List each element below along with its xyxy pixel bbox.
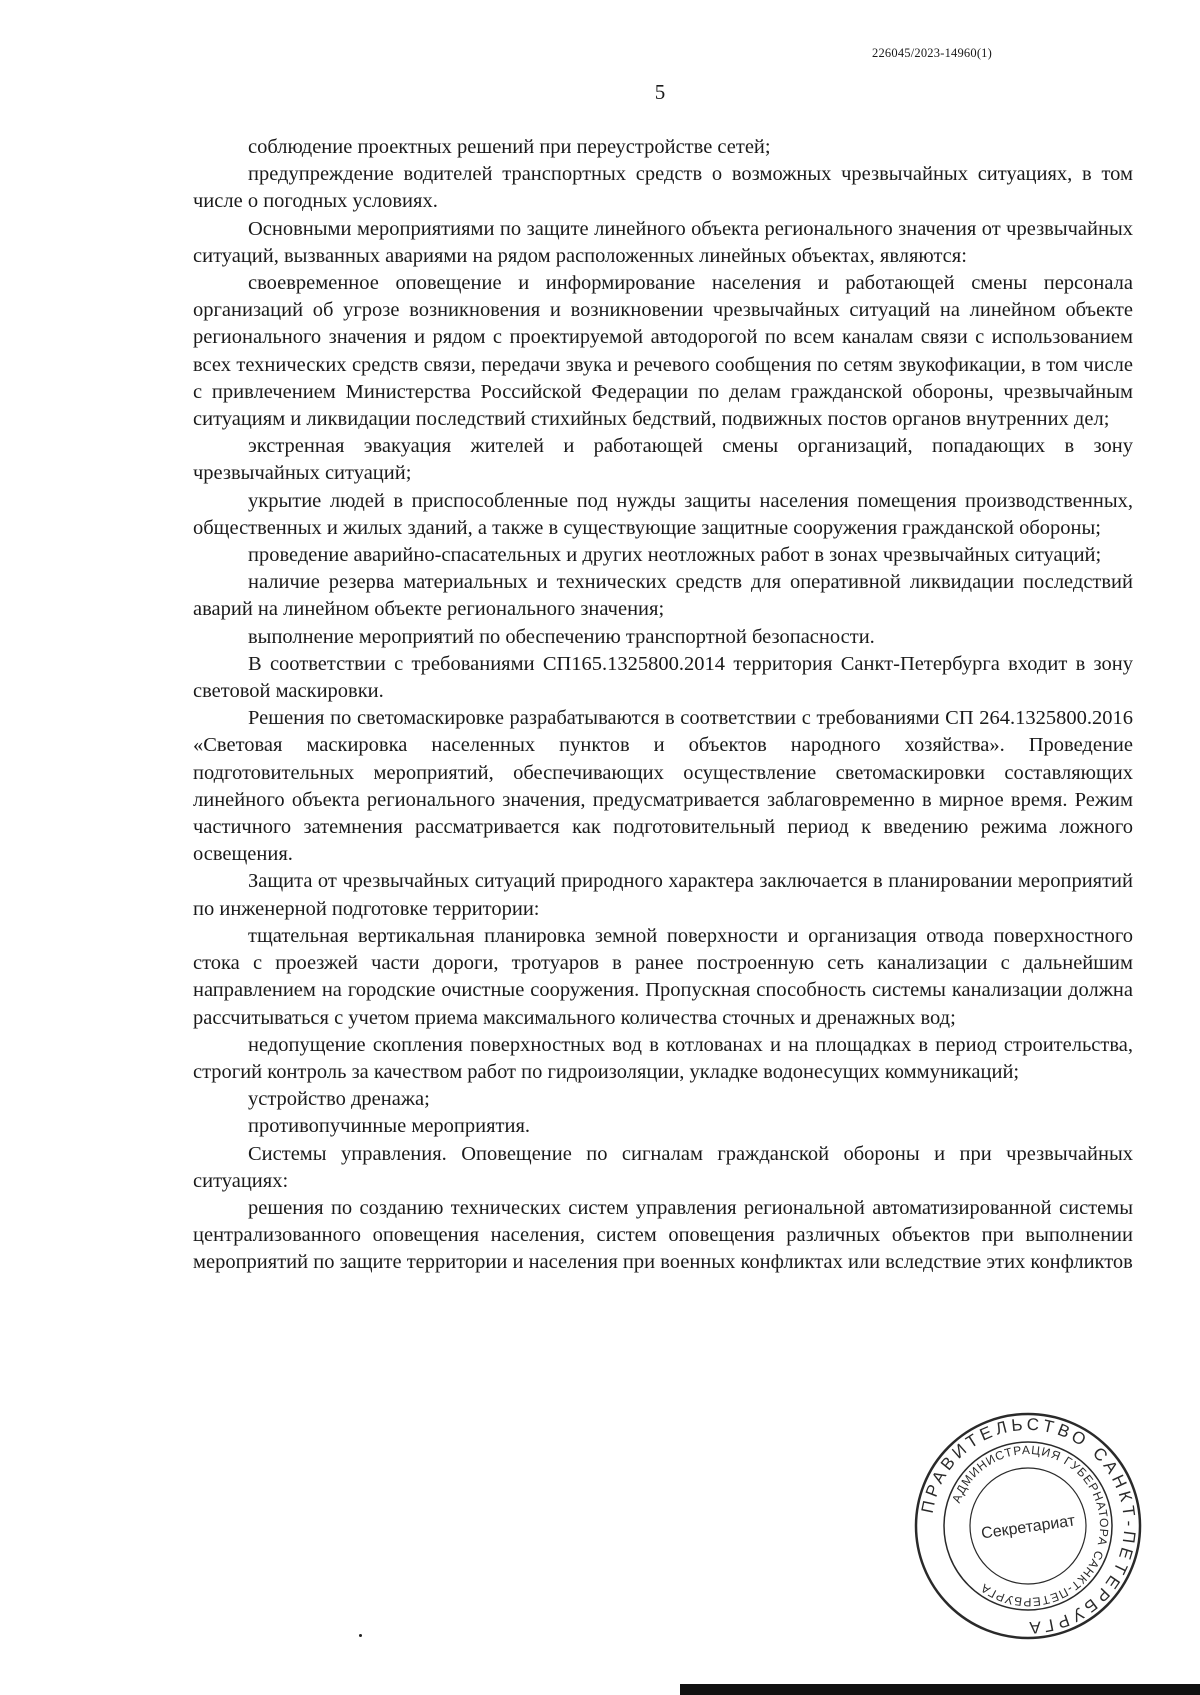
- paragraph: Основными мероприятиями по защите линейного объекта регионального значения от чрезвычайных ситуаций, вызванных авариями на рядом расположенных линейных объектах, являются:: [193, 217, 1133, 267]
- page-number: 5: [654, 80, 666, 104]
- paragraph: наличие резерва материальных и технических средств для оперативной ликвидации последствий аварий на линейном объекте регионального значения;: [193, 571, 1133, 621]
- document-id: 226045/2023-14960(1): [872, 46, 992, 60]
- paragraph: Защита от чрезвычайных ситуаций природного характера заключается в планировании мероприятий по инженерной подготовке территории:: [193, 870, 1133, 920]
- paragraph: решения по созданию технических систем управления региональной автоматизированной системы централизованного оповещения населения, систем оповещения различных объектов при выполнении мероприятий по защите территории и населения при военных конфликтах или вследствие этих конфликтов: [193, 1196, 1133, 1274]
- paragraph: тщательная вертикальная планировка земной поверхности и организация отвода поверхностного стока с проезжей части дороги, тротуаров в ранее построенную сеть канализации с дальнейшим направлением на городские очистные сооружения. Пропускная способность системы канализации должна рассчитываться с учетом приема максимального количества сточных и дренажных вод;: [193, 924, 1133, 1029]
- official-stamp: [913, 1411, 1143, 1641]
- paragraph: экстренная эвакуация жителей и работающей смены организаций, попадающих в зону чрезвычайных ситуаций;: [193, 435, 1133, 485]
- paragraph: укрытие людей в приспособленные под нужды защиты населения помещения производственных, общественных и жилых зданий, а также в существующие защитные сооружения гражданской обороны;: [193, 489, 1133, 539]
- paragraph: предупреждение водителей транспортных средств о возможных чрезвычайных ситуациях, в том числе о погодных условиях.: [193, 163, 1133, 213]
- paragraph: недопущение скопления поверхностных вод в котлованах и на площадках в период строительства, строгий контроль за качеством работ по гидроизоляции, укладке водонесущих коммуникаций;: [193, 1033, 1133, 1083]
- stamp-outer-text: ПРАВИТЕЛЬСТВО САНКТ-ПЕТЕРБУРГА: [917, 1414, 1140, 1638]
- document-body: [193, 134, 1133, 1277]
- paragraph: В соответствии с требованиями СП165.1325800.2014 территория Санкт-Петербурга входит в зону световой маскировки.: [193, 652, 1133, 703]
- scan-speck: [359, 1634, 362, 1637]
- stamp-inner-text: АДМИНИСТРАЦИЯ ГУБЕРНАТОРА САНКТ-ПЕТЕРБУРГА: [949, 1442, 1112, 1610]
- paragraph: соблюдение проектных решений при переустройстве сетей;: [248, 136, 771, 158]
- paragraph: Решения по светомаскировке разрабатываются в соответствии с требованиями СП 264.1325800.2016 «Световая маскировка населенных пунктов и объектов народного хозяйства». Проведение подготовительных мероприятий, обеспечивающих осуществление светомаскировки составляющих линейного объекта регионального значения, предусматривается заблаговременно в мирное время. Режим частичного затемнения рассматривается как подготовительный период к введению режима ложного освещения.: [193, 707, 1133, 866]
- paragraph: проведение аварийно-спасательных и других неотложных работ в зонах чрезвычайных ситуаций;: [248, 544, 1102, 567]
- paragraph: своевременное оповещение и информирование населения и работающей смены персонала организаций об угрозе возникновения и возникновении чрезвычайных ситуаций на линейном объекте регионального значения и рядом с проектируемой автодорогой по всем каналам связи с использованием всех технических средств связи, передачи звука и речевого сообщения по сетям звукофикации, в том числе с привлечением Министерства Российской Федерации по делам гражданской обороны, чрезвычайным ситуациям и ликвидации последствий стихийных бедствий, подвижных постов органов внутренних дел;: [193, 272, 1133, 431]
- paragraph: противопучинные мероприятия.: [248, 1115, 531, 1138]
- bottom-scan-bar: [680, 1684, 1200, 1695]
- paragraph: Системы управления. Оповещение по сигналам гражданской обороны и при чрезвычайных ситуациях:: [193, 1142, 1133, 1192]
- stamp-center-text: Секретариат: [980, 1512, 1077, 1543]
- paragraph: устройство дренажа;: [248, 1088, 430, 1111]
- paragraph: выполнение мероприятий по обеспечению транспортной безопасности.: [248, 625, 875, 648]
